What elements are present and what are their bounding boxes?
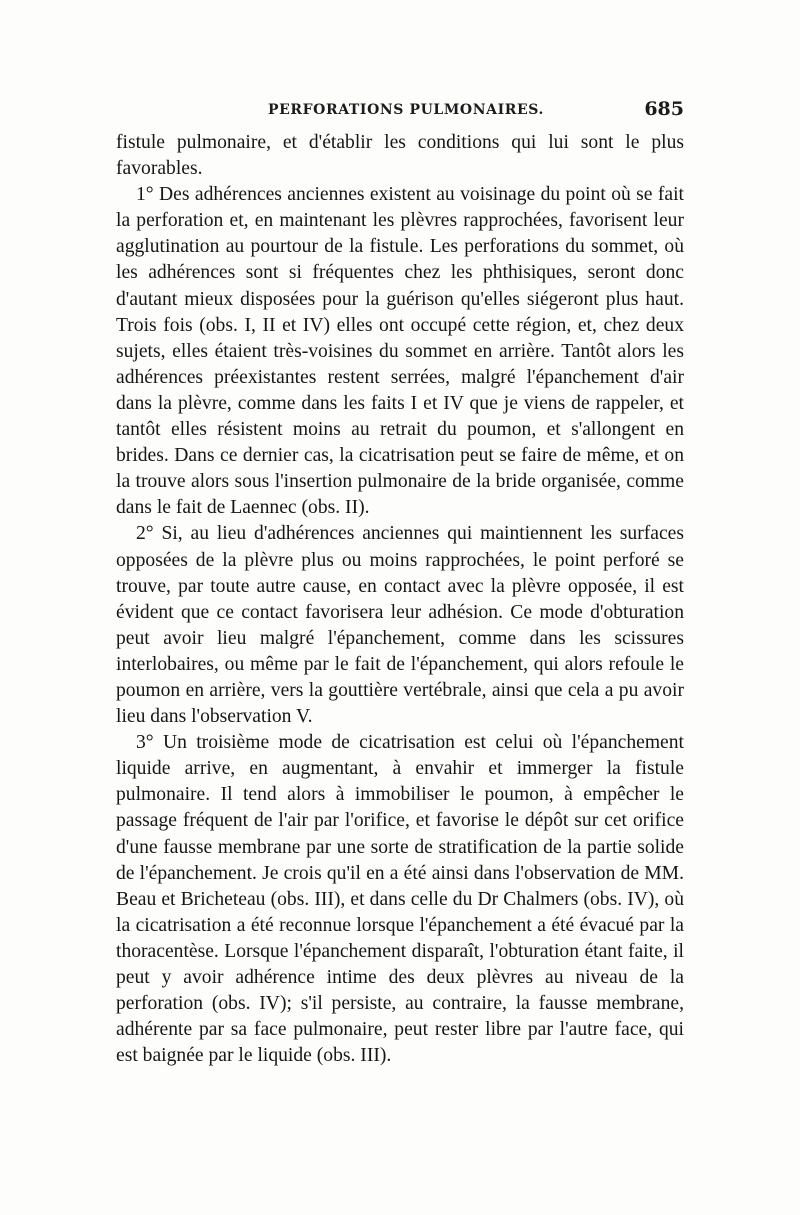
page-header (118, 98, 684, 124)
body-text (116, 130, 684, 1069)
paragraph-contact: 2° Si, au lieu d'adhérences anciennes qui maintiennent les surfaces opposées de la plèvre plus ou moins rapprochées, le point perforé se trouve, par toute autre cause, en contact avec la plèvre opposée, il est évident que ce contact favorisera leur adhésion. Ce mode d'obturation peut avoir lieu malgré l'épanchement, comme dans les scissures interlobaires, ou même par le fait de l'épanchement, qui alors refoule le poumon en arrière, vers la gouttière vertébrale, ainsi que cela a pu avoir lieu dans l'observation V. (116, 523, 684, 728)
paragraph-epanchement: 3° Un troisième mode de cicatrisation est celui où l'épanchement liquide arrive, en augmentant, à envahir et immerger la fistule pulmonaire. Il tend alors à immobiliser le poumon, à empêcher le passage fréquent de l'air par l'orifice, et favorise le dépôt sur cet orifice d'une fausse membrane par une sorte de stratification de la partie solide de l'épanchement. Je crois qu'il en a été ainsi dans l'observation de MM. Beau et Bricheteau (obs. III), et dans celle du Dr Chalmers (obs. IV), où la cicatrisation a été reconnue lorsque l'épanchement a été évacué par la thoracentèse. Lorsque l'épanchement disparaît, l'obturation étant faite, il peut y avoir adhérence intime des deux plèvres au niveau de la perforation (obs. IV); s'il persiste, au contraire, la fausse membrane, adhérente par sa face pulmonaire, peut rester libre par l'autre face, qui est baignée par le liquide (obs. III). (116, 732, 684, 1067)
paragraph-adherences: 1° Des adhérences anciennes existent au voisinage du point où se fait la perforation et, en maintenant les plèvres rapprochées, favorisent leur agglutination au pourtour de la fistule. Les perforations du sommet, où les adhérences sont si fréquentes chez les phthisiques, seront donc d'autant mieux disposées pour la guérison qu'elles siégeront plus haut. Trois fois (obs. I, II et IV) elles ont occupé cette région, et, chez deux sujets, elles étaient très-voisines du sommet en arrière. Tantôt alors les adhérences préexistantes restent serrées, malgré l'épanchement d'air dans la plèvre, comme dans les faits I et IV que je viens de rappeler, et tantôt elles résistent moins au retrait du poumon, et s'allongent en brides. Dans ce dernier cas, la cicatrisation peut se faire de même, et on la trouve alors sous l'insertion pulmonaire de la bride organisée, comme dans le fait de Laennec (obs. II). (116, 184, 684, 519)
running-title: PERFORATIONS PULMONAIRES. (268, 102, 544, 118)
paragraph-continuation: fistule pulmonaire, et d'établir les conditions qui lui sont le plus favorables. (116, 132, 684, 180)
page-number: 685 (644, 98, 684, 120)
